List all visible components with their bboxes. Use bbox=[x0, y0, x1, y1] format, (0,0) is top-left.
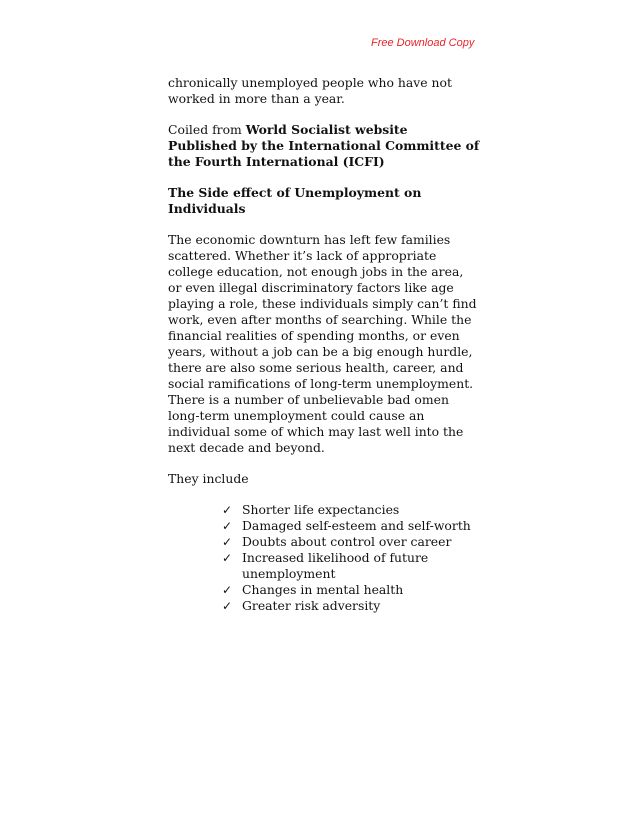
list-item bbox=[220, 502, 480, 518]
check-icon: ✓ bbox=[222, 535, 233, 549]
check-icon: ✓ bbox=[222, 551, 233, 565]
source-name: World Socialist website Published by the International Committee of the Fourth International (ICFI) bbox=[168, 122, 480, 169]
section-heading: The Side effect of Unemployment on Individuals bbox=[168, 185, 422, 216]
list-item bbox=[220, 518, 480, 534]
document-body bbox=[168, 75, 480, 614]
list-item-text: Increased likelihood of future unemployment bbox=[242, 550, 429, 581]
watermark-text: Free Download Copy bbox=[371, 37, 475, 49]
list-item bbox=[220, 534, 480, 550]
list-item-text: Changes in mental health bbox=[242, 582, 404, 597]
body-paragraph: The economic downturn has left few families scattered. Whether it’s lack of appropriate college education, not enough jobs in the area, or even illegal discriminatory factors like age playing a role, these individuals simply can’t find work, even after months of searching. While the financial realities of spending months, or even years, without a job can be a big enough hurdle, there are also some serious health, career, and social ramifications of long-term unemployment. There is a number of unbelievable bad omen long-term unemployment could cause an individual some of which may last well into the next decade and beyond. bbox=[168, 232, 477, 455]
list-item bbox=[220, 582, 480, 598]
list-item bbox=[220, 598, 480, 614]
list-item bbox=[220, 550, 480, 582]
list-intro: They include bbox=[168, 471, 249, 486]
list-item-text: Doubts about control over career bbox=[242, 534, 452, 549]
list-item-text: Greater risk adversity bbox=[242, 598, 381, 613]
check-icon: ✓ bbox=[222, 599, 233, 613]
source-prefix: Coiled from bbox=[168, 122, 246, 137]
check-icon: ✓ bbox=[222, 503, 233, 517]
check-icon: ✓ bbox=[222, 583, 233, 597]
check-icon: ✓ bbox=[222, 519, 233, 533]
effects-checklist bbox=[168, 502, 480, 614]
list-item-text: Shorter life expectancies bbox=[242, 502, 400, 517]
list-item-text: Damaged self-esteem and self-worth bbox=[242, 518, 471, 533]
intro-paragraph: chronically unemployed people who have not worked in more than a year. bbox=[168, 75, 452, 106]
source-paragraph bbox=[168, 122, 480, 170]
